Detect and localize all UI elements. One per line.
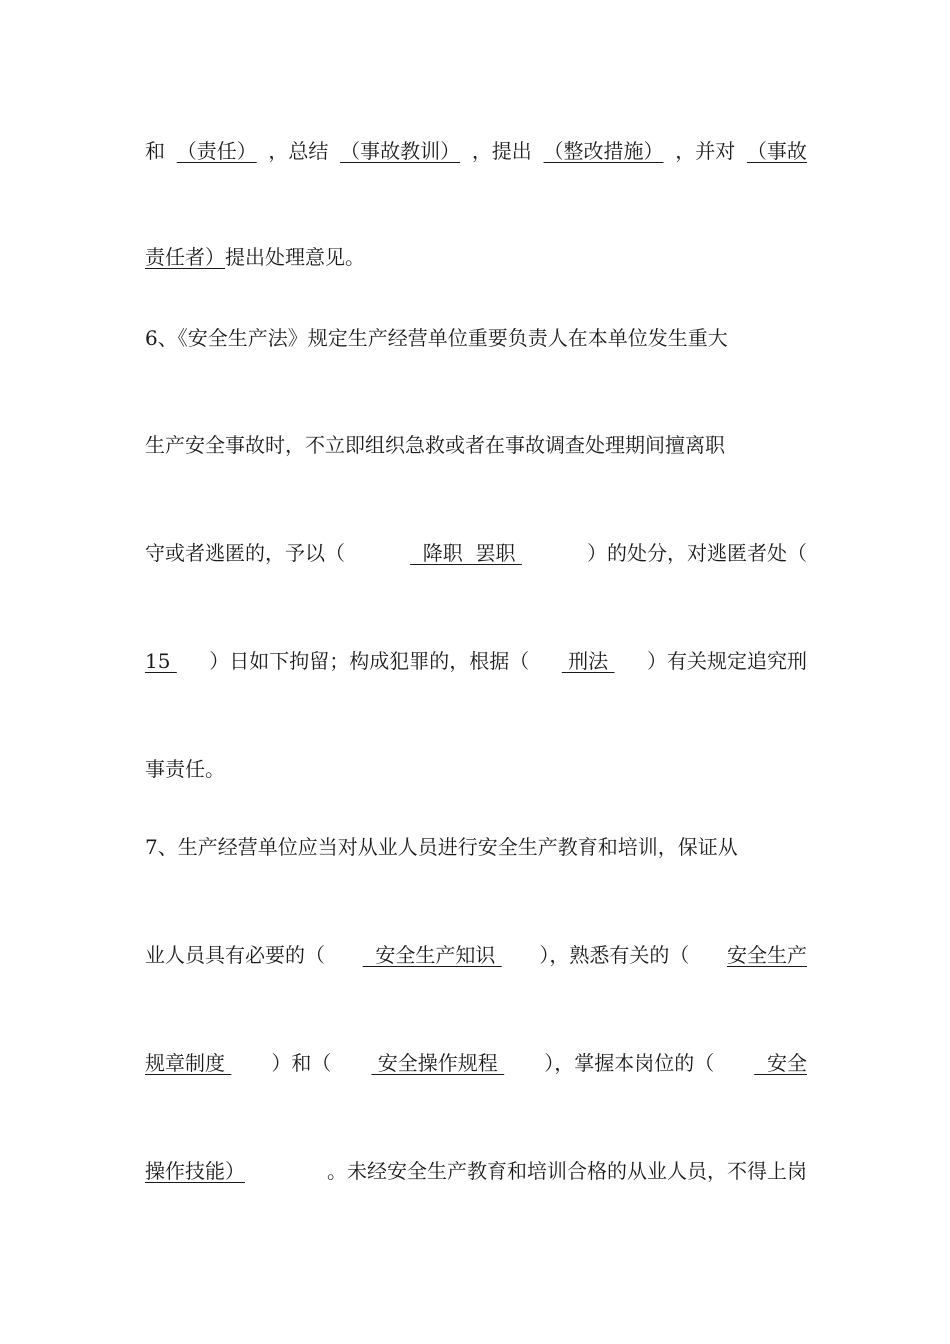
fill-blank-answer: 15 (145, 649, 177, 673)
text-segment: ）和（ (271, 1051, 332, 1075)
fill-blank-answer: 安全 (754, 1051, 807, 1075)
text-line (145, 1156, 807, 1186)
fill-blank-answer: （责任） (176, 139, 257, 163)
text-segment: ，总结 (268, 139, 329, 163)
text-segment: 6、《安全生产法》规定生产经营单位重要负责人在本单位发生重大 (145, 326, 728, 350)
text-line (145, 940, 807, 970)
text-line (145, 1048, 807, 1078)
fill-blank-answer: （事故教训） (340, 139, 461, 163)
text-segment: 守或者逃匿的，予以（ (145, 541, 345, 565)
fill-blank-answer: 规章制度 (145, 1051, 232, 1075)
text-segment: ，并对 (675, 139, 736, 163)
text-line (145, 754, 807, 784)
text-line (145, 538, 807, 568)
text-segment: ）有关规定追究刑 (646, 649, 807, 673)
text-segment: 。未经安全生产教育和培训合格的从业人员，不得上岗 (327, 1159, 807, 1183)
text-segment: ），掌握本岗位的（ (544, 1051, 715, 1075)
fill-blank-answer: 操作技能） (145, 1159, 245, 1183)
text-line (145, 832, 807, 862)
text-line (145, 242, 807, 272)
fill-blank-answer: 安全生产 (727, 943, 807, 967)
text-segment: 生产安全事故时，不立即组织急救或者在事故调查处理期间擅离职 (145, 433, 725, 457)
text-segment: 7、生产经营单位应当对从业人员进行安全生产教育和培训，保证从 (145, 835, 738, 859)
text-segment: 和 (145, 139, 165, 163)
text-segment: ，提出 (471, 139, 532, 163)
text-line (145, 430, 807, 460)
text-line (145, 646, 807, 676)
fill-blank-answer: 降职 罢职 (410, 541, 522, 565)
text-segment: 业人员具有必要的（ (145, 943, 325, 967)
text-segment: ），熟悉有关的（ (539, 943, 690, 967)
fill-blank-answer: 安全生产知识 (362, 943, 502, 967)
text-segment: 提出处理意见。 (225, 245, 365, 269)
fill-blank-answer: 责任者） (145, 245, 225, 269)
text-segment: 事责任。 (145, 757, 225, 781)
text-line (145, 323, 807, 353)
fill-blank-answer: （整改措施） (543, 139, 664, 163)
text-line (145, 136, 807, 166)
fill-blank-answer: 刑法 (561, 649, 615, 673)
text-segment: ）日如下拘留；构成犯罪的，根据（ (209, 649, 530, 673)
fill-blank-answer: 安全操作规程 (371, 1051, 505, 1075)
text-segment: ）的处分，对逃匿者处（ (586, 541, 807, 565)
fill-blank-answer: （事故 (746, 139, 807, 163)
